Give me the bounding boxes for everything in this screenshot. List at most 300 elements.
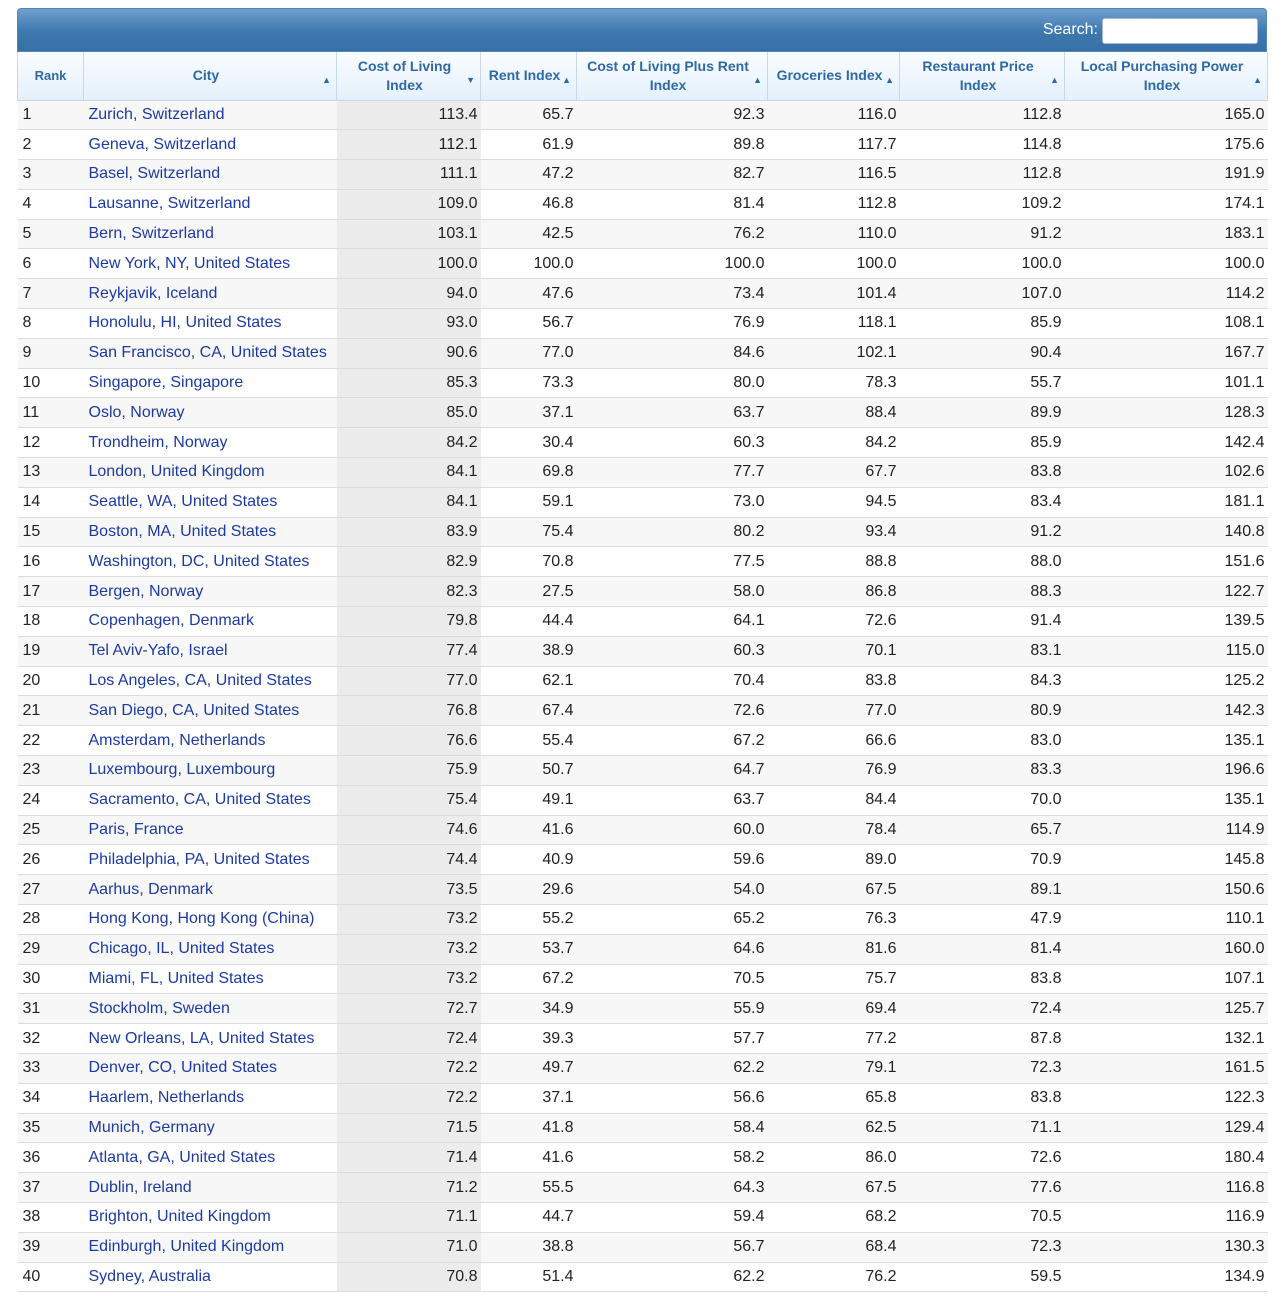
lpp-index-cell: 125.7 (1065, 994, 1268, 1024)
rent-index-cell: 41.6 (481, 1143, 577, 1173)
sort-desc-icon: ▼ (466, 75, 475, 85)
clpr-index-cell: 76.9 (577, 309, 768, 339)
table-row (18, 398, 1268, 428)
city-link[interactable]: Basel, Switzerland (88, 165, 221, 183)
clpr-index-cell: 77.7 (577, 458, 768, 488)
clpr-index-cell: 80.2 (577, 517, 768, 547)
lpp-index-cell: 167.7 (1065, 338, 1268, 368)
groc-index-cell: 66.6 (768, 726, 900, 756)
table-row (18, 547, 1268, 577)
rank-cell: 5 (18, 219, 84, 249)
table-row (18, 994, 1268, 1024)
sort-asc-icon: ▲ (885, 75, 894, 85)
groc-index-cell: 77.0 (768, 696, 900, 726)
city-cell (84, 964, 337, 994)
city-cell (84, 1083, 337, 1113)
rank-cell: 28 (18, 905, 84, 935)
cost-index-cell: 103.1 (337, 219, 481, 249)
rest-index-cell: 85.9 (900, 309, 1065, 339)
rest-index-cell: 90.4 (900, 338, 1065, 368)
rent-index-cell: 62.1 (481, 666, 577, 696)
rank-cell: 27 (18, 875, 84, 905)
column-header-label: Cost of Living Plus Rent Index (587, 57, 749, 93)
groc-index-cell: 81.6 (768, 934, 900, 964)
column-header-cost[interactable] (337, 52, 481, 100)
city-link[interactable]: London, United Kingdom (88, 463, 265, 481)
cost-index-cell: 112.1 (337, 130, 481, 160)
groc-index-cell: 83.8 (768, 666, 900, 696)
city-cell (84, 309, 337, 339)
lpp-index-cell: 128.3 (1065, 398, 1268, 428)
rank-cell: 10 (18, 368, 84, 398)
search-input[interactable] (1102, 18, 1258, 44)
sort-asc-icon: ▲ (1253, 75, 1262, 85)
table-row (18, 964, 1268, 994)
lpp-index-cell: 191.9 (1065, 160, 1268, 190)
groc-index-cell: 118.1 (768, 309, 900, 339)
lpp-index-cell: 180.4 (1065, 1143, 1268, 1173)
cost-index-cell: 73.2 (337, 905, 481, 935)
rank-cell: 3 (18, 160, 84, 190)
city-link[interactable]: Dublin, Ireland (88, 1178, 192, 1196)
groc-index-cell: 62.5 (768, 1113, 900, 1143)
rent-index-cell: 55.4 (481, 726, 577, 756)
rent-index-cell: 39.3 (481, 1024, 577, 1054)
rank-cell: 22 (18, 726, 84, 756)
cost-index-cell: 82.3 (337, 577, 481, 607)
sort-asc-icon: ▲ (322, 75, 331, 85)
city-cell (84, 994, 337, 1024)
city-cell (84, 1024, 337, 1054)
rest-index-cell: 84.3 (900, 666, 1065, 696)
city-link[interactable]: Amsterdam, Netherlands (88, 731, 266, 749)
clpr-index-cell: 58.0 (577, 577, 768, 607)
city-link[interactable]: Atlanta, GA, United States (88, 1148, 276, 1166)
rent-index-cell: 65.7 (481, 100, 577, 130)
table-row (18, 249, 1268, 279)
cost-index-cell: 77.4 (337, 636, 481, 666)
lpp-index-cell: 110.1 (1065, 905, 1268, 935)
column-header-clpr[interactable] (577, 52, 768, 100)
city-cell (84, 517, 337, 547)
column-header-lpp[interactable] (1065, 52, 1268, 100)
groc-index-cell: 116.0 (768, 100, 900, 130)
lpp-index-cell: 140.8 (1065, 517, 1268, 547)
lpp-index-cell: 134.9 (1065, 1262, 1268, 1292)
rank-cell: 24 (18, 785, 84, 815)
rest-index-cell: 83.8 (900, 964, 1065, 994)
city-cell (84, 249, 337, 279)
city-link[interactable]: Reykjavik, Iceland (88, 284, 218, 302)
rank-cell: 31 (18, 994, 84, 1024)
rest-index-cell: 83.8 (900, 458, 1065, 488)
rank-cell: 32 (18, 1024, 84, 1054)
rank-cell: 6 (18, 249, 84, 279)
rank-cell: 14 (18, 487, 84, 517)
lpp-index-cell: 130.3 (1065, 1232, 1268, 1262)
rest-index-cell: 70.0 (900, 785, 1065, 815)
rest-index-cell: 85.9 (900, 428, 1065, 458)
clpr-index-cell: 64.6 (577, 934, 768, 964)
cost-index-cell: 71.2 (337, 1173, 481, 1203)
cost-index-cell: 94.0 (337, 279, 481, 309)
groc-index-cell: 68.2 (768, 1202, 900, 1232)
lpp-index-cell: 165.0 (1065, 100, 1268, 130)
groc-index-cell: 68.4 (768, 1232, 900, 1262)
city-link[interactable]: Lausanne, Switzerland (88, 195, 251, 213)
rent-index-cell: 47.2 (481, 160, 577, 190)
cost-index-cell: 109.0 (337, 189, 481, 219)
city-cell (84, 577, 337, 607)
table-row (18, 160, 1268, 190)
lpp-index-cell: 102.6 (1065, 458, 1268, 488)
lpp-index-cell: 150.6 (1065, 875, 1268, 905)
cost-index-cell: 79.8 (337, 607, 481, 637)
city-link[interactable]: Denver, CO, United States (88, 1059, 278, 1077)
clpr-index-cell: 55.9 (577, 994, 768, 1024)
lpp-index-cell: 151.6 (1065, 547, 1268, 577)
cost-index-cell: 100.0 (337, 249, 481, 279)
table-row (18, 636, 1268, 666)
city-link[interactable]: Oslo, Norway (88, 403, 185, 421)
city-link[interactable]: Seattle, WA, United States (88, 493, 278, 511)
table-row (18, 845, 1268, 875)
rest-index-cell: 72.3 (900, 1232, 1065, 1262)
city-cell (84, 130, 337, 160)
clpr-index-cell: 92.3 (577, 100, 768, 130)
groc-index-cell: 77.2 (768, 1024, 900, 1054)
rank-cell: 39 (18, 1232, 84, 1262)
groc-index-cell: 86.8 (768, 577, 900, 607)
rent-index-cell: 40.9 (481, 845, 577, 875)
rest-index-cell: 80.9 (900, 696, 1065, 726)
cost-index-cell: 111.1 (337, 160, 481, 190)
city-link[interactable]: Copenhagen, Denmark (88, 612, 254, 630)
city-link[interactable]: Zurich, Switzerland (88, 105, 225, 123)
rent-index-cell: 61.9 (481, 130, 577, 160)
table-row (18, 1143, 1268, 1173)
groc-index-cell: 76.2 (768, 1262, 900, 1292)
city-link[interactable]: Brighton, United Kingdom (88, 1208, 271, 1226)
rank-cell: 35 (18, 1113, 84, 1143)
city-link[interactable]: New York, NY, United States (88, 254, 291, 272)
groc-index-cell: 79.1 (768, 1054, 900, 1084)
cost-index-cell: 84.2 (337, 428, 481, 458)
clpr-index-cell: 60.3 (577, 636, 768, 666)
cost-index-cell: 90.6 (337, 338, 481, 368)
column-header-rent[interactable] (481, 52, 577, 100)
rent-index-cell: 59.1 (481, 487, 577, 517)
rent-index-cell: 56.7 (481, 309, 577, 339)
groc-index-cell: 78.3 (768, 368, 900, 398)
city-cell (84, 368, 337, 398)
column-header-rest[interactable] (900, 52, 1065, 100)
rent-index-cell: 38.8 (481, 1232, 577, 1262)
clpr-index-cell: 60.3 (577, 428, 768, 458)
city-link[interactable]: Chicago, IL, United States (88, 940, 275, 958)
city-link[interactable]: Geneva, Switzerland (88, 135, 237, 153)
table-row (18, 279, 1268, 309)
rank-cell: 18 (18, 607, 84, 637)
rest-index-cell: 112.8 (900, 160, 1065, 190)
city-link[interactable]: Stockholm, Sweden (88, 999, 230, 1017)
table-body (18, 100, 1268, 1292)
clpr-index-cell: 67.2 (577, 726, 768, 756)
rest-index-cell: 83.1 (900, 636, 1065, 666)
lpp-index-cell: 108.1 (1065, 309, 1268, 339)
search-label: Search: (1042, 21, 1098, 38)
groc-index-cell: 86.0 (768, 1143, 900, 1173)
table-row (18, 1113, 1268, 1143)
city-link[interactable]: San Diego, CA, United States (88, 701, 300, 719)
rest-index-cell: 72.3 (900, 1054, 1065, 1084)
rank-cell: 16 (18, 547, 84, 577)
cost-index-cell: 71.5 (337, 1113, 481, 1143)
rent-index-cell: 75.4 (481, 517, 577, 547)
rank-cell: 11 (18, 398, 84, 428)
rest-index-cell: 55.7 (900, 368, 1065, 398)
groc-index-cell: 101.4 (768, 279, 900, 309)
column-header-label: Rank (34, 68, 67, 84)
city-link[interactable]: Edinburgh, United Kingdom (88, 1238, 285, 1256)
groc-index-cell: 69.4 (768, 994, 900, 1024)
rank-cell: 37 (18, 1173, 84, 1203)
city-link[interactable]: San Francisco, CA, United States (88, 344, 327, 362)
cost-index-cell: 85.0 (337, 398, 481, 428)
column-header-label: City (192, 67, 220, 84)
rent-index-cell: 34.9 (481, 994, 577, 1024)
table-row (18, 338, 1268, 368)
table-row (18, 666, 1268, 696)
city-link[interactable]: Trondheim, Norway (88, 433, 228, 451)
city-cell (84, 607, 337, 637)
city-link[interactable]: Washington, DC, United States (88, 552, 310, 570)
rent-index-cell: 51.4 (481, 1262, 577, 1292)
clpr-index-cell: 58.2 (577, 1143, 768, 1173)
rest-index-cell: 109.2 (900, 189, 1065, 219)
rest-index-cell: 91.4 (900, 607, 1065, 637)
city-link[interactable]: Aarhus, Denmark (88, 880, 213, 898)
column-header-label: Restaurant Price Index (922, 57, 1034, 93)
city-cell (84, 666, 337, 696)
rent-index-cell: 55.5 (481, 1173, 577, 1203)
rent-index-cell: 44.4 (481, 607, 577, 637)
lpp-index-cell: 139.5 (1065, 607, 1268, 637)
groc-index-cell: 78.4 (768, 815, 900, 845)
rent-index-cell: 67.4 (481, 696, 577, 726)
cost-index-cell: 75.4 (337, 785, 481, 815)
table-row (18, 219, 1268, 249)
city-cell (84, 160, 337, 190)
table-row (18, 577, 1268, 607)
rest-index-cell: 77.6 (900, 1173, 1065, 1203)
table-row (18, 368, 1268, 398)
cost-index-cell: 72.4 (337, 1024, 481, 1054)
rank-cell: 20 (18, 666, 84, 696)
cost-index-cell: 83.9 (337, 517, 481, 547)
rent-index-cell: 77.0 (481, 338, 577, 368)
clpr-index-cell: 70.5 (577, 964, 768, 994)
groc-index-cell: 84.4 (768, 785, 900, 815)
rest-index-cell: 91.2 (900, 517, 1065, 547)
rank-cell: 23 (18, 756, 84, 786)
lpp-index-cell: 183.1 (1065, 219, 1268, 249)
city-link[interactable]: Honolulu, HI, United States (88, 314, 282, 332)
column-header-label: Local Purchasing Power Index (1080, 57, 1244, 93)
clpr-index-cell: 82.7 (577, 160, 768, 190)
rent-index-cell: 70.8 (481, 547, 577, 577)
clpr-index-cell: 63.7 (577, 398, 768, 428)
rest-index-cell: 83.3 (900, 756, 1065, 786)
city-link[interactable]: Los Angeles, CA, United States (88, 672, 312, 690)
cost-index-cell: 85.3 (337, 368, 481, 398)
table-header-row (18, 52, 1268, 100)
rest-index-cell: 59.5 (900, 1262, 1065, 1292)
groc-index-cell: 76.3 (768, 905, 900, 935)
rent-index-cell: 100.0 (481, 249, 577, 279)
city-link[interactable]: Bergen, Norway (88, 582, 204, 600)
rank-cell: 13 (18, 458, 84, 488)
rent-index-cell: 49.1 (481, 785, 577, 815)
rest-index-cell: 47.9 (900, 905, 1065, 935)
groc-index-cell: 67.5 (768, 1173, 900, 1203)
table-row (18, 309, 1268, 339)
city-link[interactable]: Haarlem, Netherlands (88, 1089, 245, 1107)
clpr-index-cell: 62.2 (577, 1054, 768, 1084)
lpp-index-cell: 122.7 (1065, 577, 1268, 607)
table-row (18, 1173, 1268, 1203)
rent-index-cell: 42.5 (481, 219, 577, 249)
table-row (18, 934, 1268, 964)
lpp-index-cell: 161.5 (1065, 1054, 1268, 1084)
clpr-index-cell: 56.6 (577, 1083, 768, 1113)
city-link[interactable]: Philadelphia, PA, United States (88, 850, 310, 868)
clpr-index-cell: 77.5 (577, 547, 768, 577)
city-link[interactable]: Sacramento, CA, United States (88, 791, 311, 809)
city-link[interactable]: Singapore, Singapore (88, 374, 244, 392)
cost-index-cell: 77.0 (337, 666, 481, 696)
rank-cell: 38 (18, 1202, 84, 1232)
rest-index-cell: 91.2 (900, 219, 1065, 249)
groc-index-cell: 65.8 (768, 1083, 900, 1113)
city-link[interactable]: Boston, MA, United States (88, 523, 277, 541)
cost-index-cell: 72.2 (337, 1054, 481, 1084)
rest-index-cell: 87.8 (900, 1024, 1065, 1054)
lpp-index-cell: 122.3 (1065, 1083, 1268, 1113)
city-link[interactable]: Bern, Switzerland (88, 225, 214, 243)
groc-index-cell: 110.0 (768, 219, 900, 249)
city-cell (84, 279, 337, 309)
clpr-index-cell: 59.4 (577, 1202, 768, 1232)
city-link[interactable]: New Orleans, LA, United States (88, 1029, 315, 1047)
city-link[interactable]: Miami, FL, United States (88, 970, 264, 987)
rank-cell: 17 (18, 577, 84, 607)
groc-index-cell: 75.7 (768, 964, 900, 994)
rank-cell: 30 (18, 964, 84, 994)
clpr-index-cell: 73.4 (577, 279, 768, 309)
rent-index-cell: 47.6 (481, 279, 577, 309)
clpr-index-cell: 59.6 (577, 845, 768, 875)
rest-index-cell: 72.4 (900, 994, 1065, 1024)
column-header-label: Cost of Living Index (357, 57, 452, 93)
rank-cell: 26 (18, 845, 84, 875)
city-link[interactable]: Munich, Germany (88, 1118, 215, 1136)
city-cell (84, 726, 337, 756)
table-row (18, 1262, 1268, 1292)
rankings-table-widget (17, 8, 1267, 1292)
rest-index-cell: 70.9 (900, 845, 1065, 875)
rest-index-cell: 83.4 (900, 487, 1065, 517)
column-header-city[interactable] (84, 52, 337, 100)
rent-index-cell: 53.7 (481, 934, 577, 964)
rank-cell: 33 (18, 1054, 84, 1084)
lpp-index-cell: 114.2 (1065, 279, 1268, 309)
rest-index-cell: 71.1 (900, 1113, 1065, 1143)
groc-index-cell: 112.8 (768, 189, 900, 219)
cost-index-cell: 71.1 (337, 1202, 481, 1232)
table-row (18, 130, 1268, 160)
rank-cell: 36 (18, 1143, 84, 1173)
cost-of-living-table (17, 52, 1268, 1292)
city-link[interactable]: Luxembourg, Luxembourg (88, 761, 276, 779)
cost-index-cell: 72.2 (337, 1083, 481, 1113)
column-header-groc[interactable] (768, 52, 900, 100)
city-link[interactable]: Hong Kong, Hong Kong (China) (88, 910, 315, 928)
cost-index-cell: 93.0 (337, 309, 481, 339)
lpp-index-cell: 114.9 (1065, 815, 1268, 845)
rank-cell: 40 (18, 1262, 84, 1292)
lpp-index-cell: 135.1 (1065, 726, 1268, 756)
clpr-index-cell: 72.6 (577, 696, 768, 726)
groc-index-cell: 100.0 (768, 249, 900, 279)
groc-index-cell: 89.0 (768, 845, 900, 875)
city-cell (84, 100, 337, 130)
table-row (18, 100, 1268, 130)
table-row (18, 696, 1268, 726)
rent-index-cell: 67.2 (481, 964, 577, 994)
clpr-index-cell: 54.0 (577, 875, 768, 905)
lpp-index-cell: 181.1 (1065, 487, 1268, 517)
city-link[interactable]: Sydney, Australia (88, 1267, 211, 1285)
city-cell (84, 189, 337, 219)
city-cell (84, 696, 337, 726)
clpr-index-cell: 58.4 (577, 1113, 768, 1143)
column-header-rank[interactable] (18, 52, 84, 100)
table-row (18, 517, 1268, 547)
clpr-index-cell: 76.2 (577, 219, 768, 249)
column-header-label: Groceries Index (776, 67, 883, 84)
rank-cell: 15 (18, 517, 84, 547)
city-cell (84, 636, 337, 666)
city-cell (84, 547, 337, 577)
rent-index-cell: 73.3 (481, 368, 577, 398)
rest-index-cell: 83.0 (900, 726, 1065, 756)
clpr-index-cell: 65.2 (577, 905, 768, 935)
table-row (18, 1054, 1268, 1084)
clpr-index-cell: 60.0 (577, 815, 768, 845)
rank-cell: 8 (18, 309, 84, 339)
rest-index-cell: 89.1 (900, 875, 1065, 905)
city-link[interactable]: Paris, France (88, 821, 184, 839)
rent-index-cell: 37.1 (481, 398, 577, 428)
city-link[interactable]: Tel Aviv-Yafo, Israel (88, 642, 228, 660)
rank-cell: 9 (18, 338, 84, 368)
rest-index-cell: 100.0 (900, 249, 1065, 279)
groc-index-cell: 93.4 (768, 517, 900, 547)
lpp-index-cell: 142.4 (1065, 428, 1268, 458)
lpp-index-cell: 115.0 (1065, 636, 1268, 666)
city-cell (84, 845, 337, 875)
